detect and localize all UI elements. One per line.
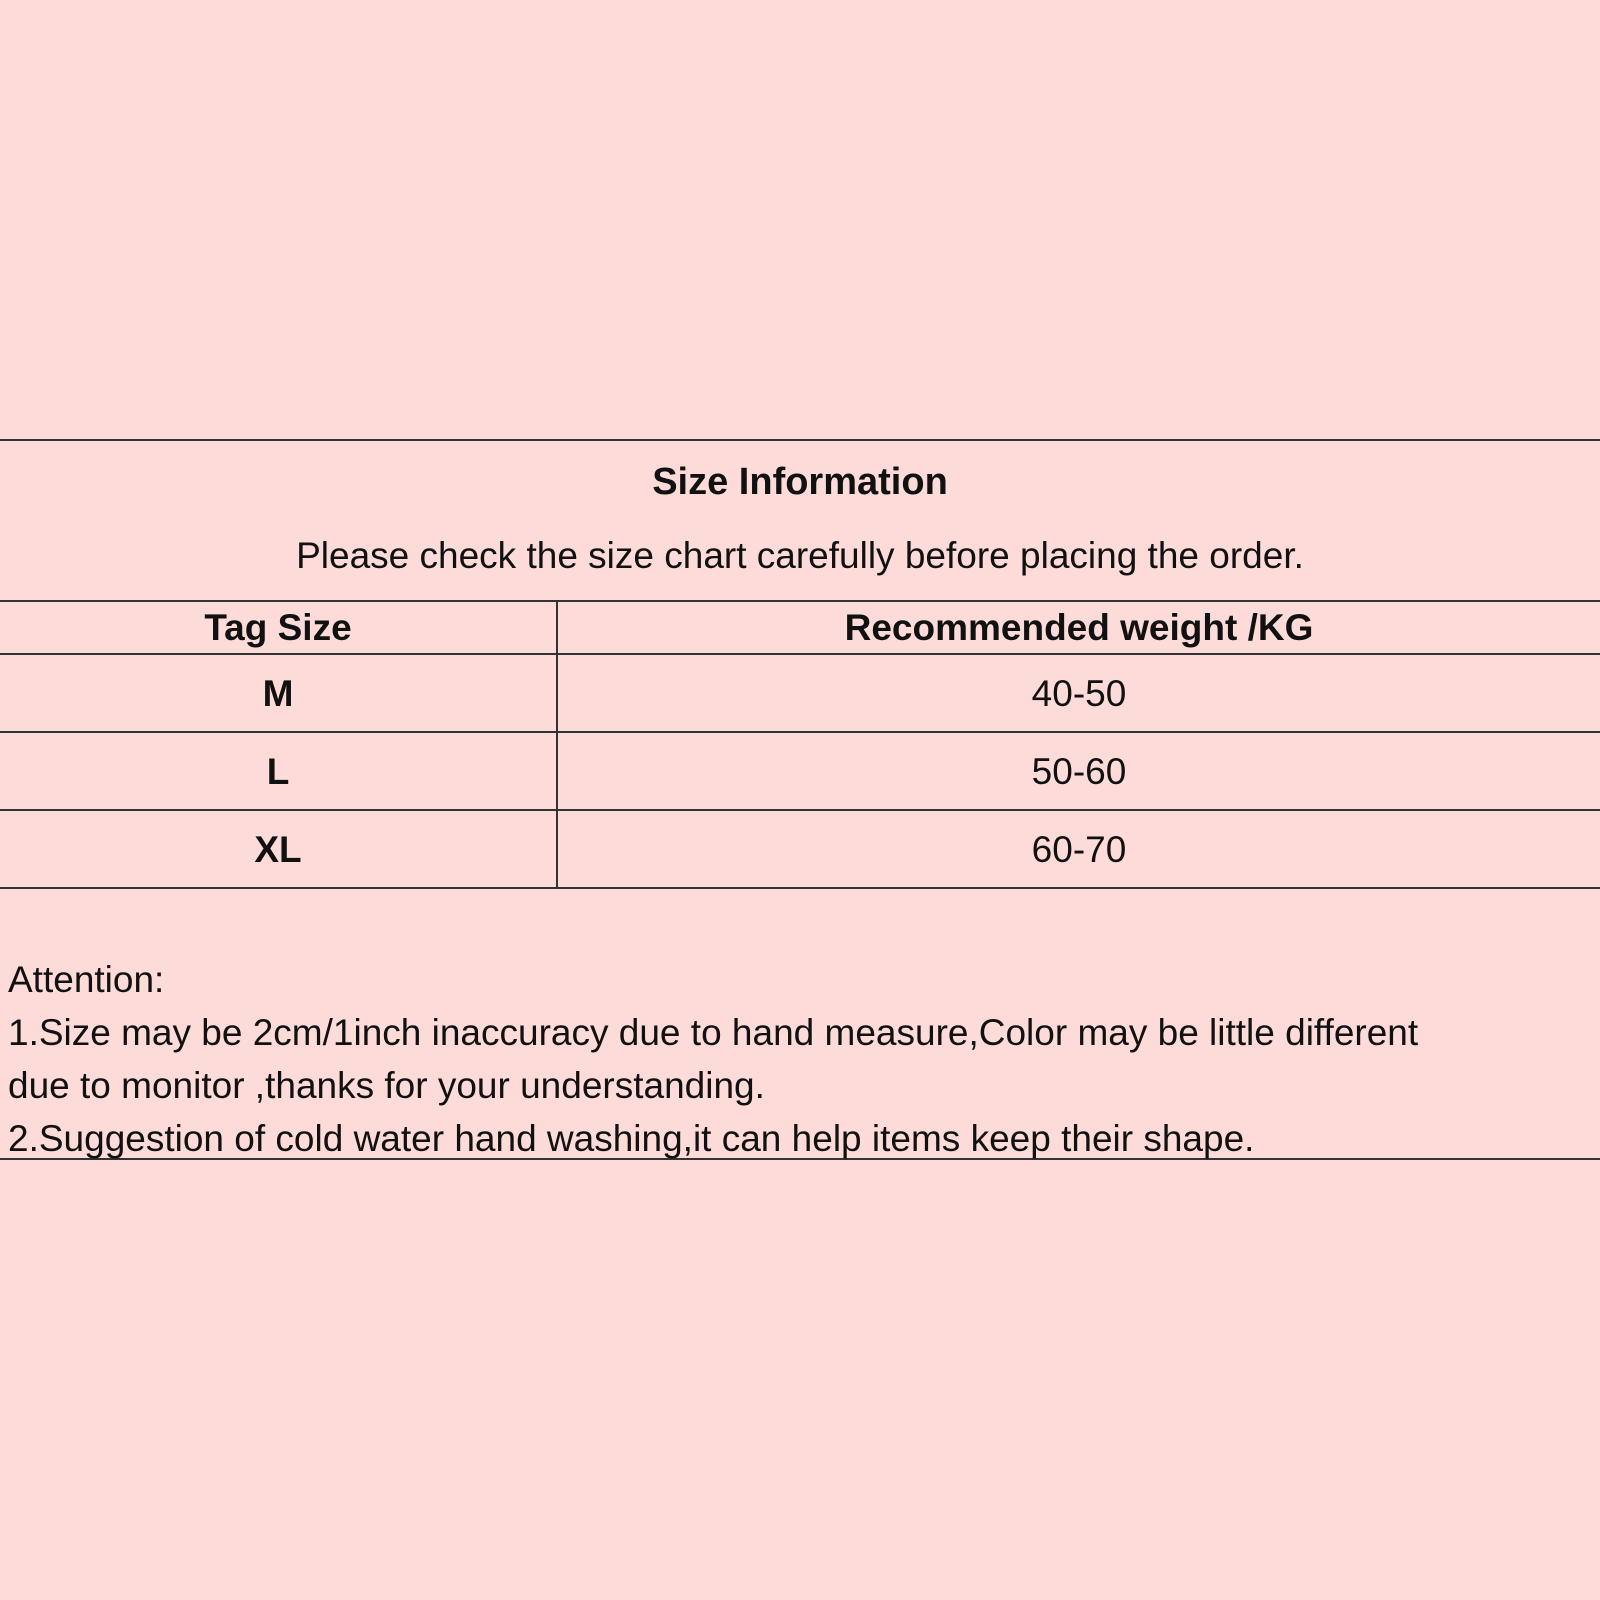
notes-heading: Attention: bbox=[8, 959, 165, 1000]
notes-line-3: 2.Suggestion of cold water hand washing,it can help items keep their shape. bbox=[8, 1118, 1255, 1159]
column-header-weight: Recommended weight /KG bbox=[844, 607, 1314, 648]
size-cell: L bbox=[266, 751, 290, 792]
top-rule bbox=[0, 439, 1600, 441]
header-bottom-rule bbox=[0, 600, 1600, 602]
row-l-rule bbox=[0, 809, 1600, 811]
weight-cell: 60-70 bbox=[1031, 829, 1127, 870]
table-bottom-rule bbox=[0, 887, 1600, 889]
weight-cell: 40-50 bbox=[1031, 673, 1127, 714]
notes-line-1: 1.Size may be 2cm/1inch inaccuracy due to hand measure,Color may be little different bbox=[8, 1012, 1419, 1053]
row-m-rule bbox=[0, 731, 1600, 733]
page-title: Size Information bbox=[652, 461, 948, 503]
notes-line-2: due to monitor ,thanks for your understanding. bbox=[8, 1065, 765, 1106]
weight-cell: 50-60 bbox=[1031, 751, 1127, 792]
column-header-rule bbox=[0, 653, 1600, 655]
size-cell: M bbox=[262, 673, 294, 714]
size-cell: XL bbox=[254, 829, 302, 870]
column-header-tag-size: Tag Size bbox=[204, 607, 352, 648]
page-subtitle: Please check the size chart carefully before placing the order. bbox=[296, 535, 1304, 576]
attention-notes bbox=[8, 953, 1593, 1165]
